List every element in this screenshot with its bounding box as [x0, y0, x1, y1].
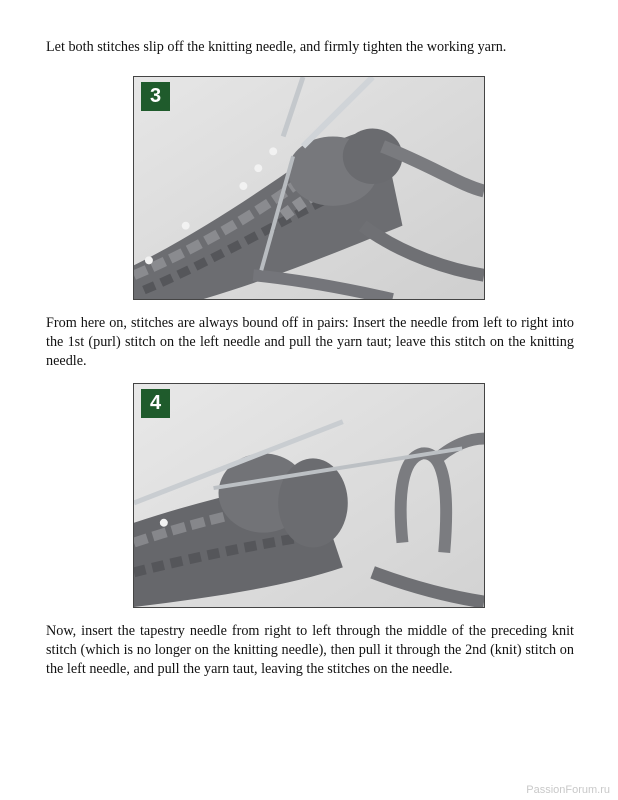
step-number-badge: 4 [141, 389, 170, 418]
step-3-photo [133, 76, 485, 300]
paragraph-step-4: Now, insert the tapestry needle from right to left through the middle of the preceding knit stitch (which is no longer on the knitting needle), then pull it through the 2nd (knit) stitch on the left needle, and pull the yarn taut, leaving the stitches on the needle. [46, 623, 574, 677]
watermark: PassionForum.ru [526, 784, 610, 796]
step-4-photo [133, 383, 485, 608]
paragraph-step-3: From here on, stitches are always bound off in pairs: Insert the needle from left to right into the 1st (purl) stitch on the left needle and pull the yarn taut; leave this stitch on the knitting needle. [46, 315, 574, 369]
paragraph-step-2: Let both stitches slip off the knitting needle, and firmly tighten the working yarn. [46, 39, 507, 55]
step-number-badge: 3 [141, 82, 170, 111]
knitting-photo-3 [134, 77, 484, 299]
knitting-photo-4 [134, 384, 484, 607]
